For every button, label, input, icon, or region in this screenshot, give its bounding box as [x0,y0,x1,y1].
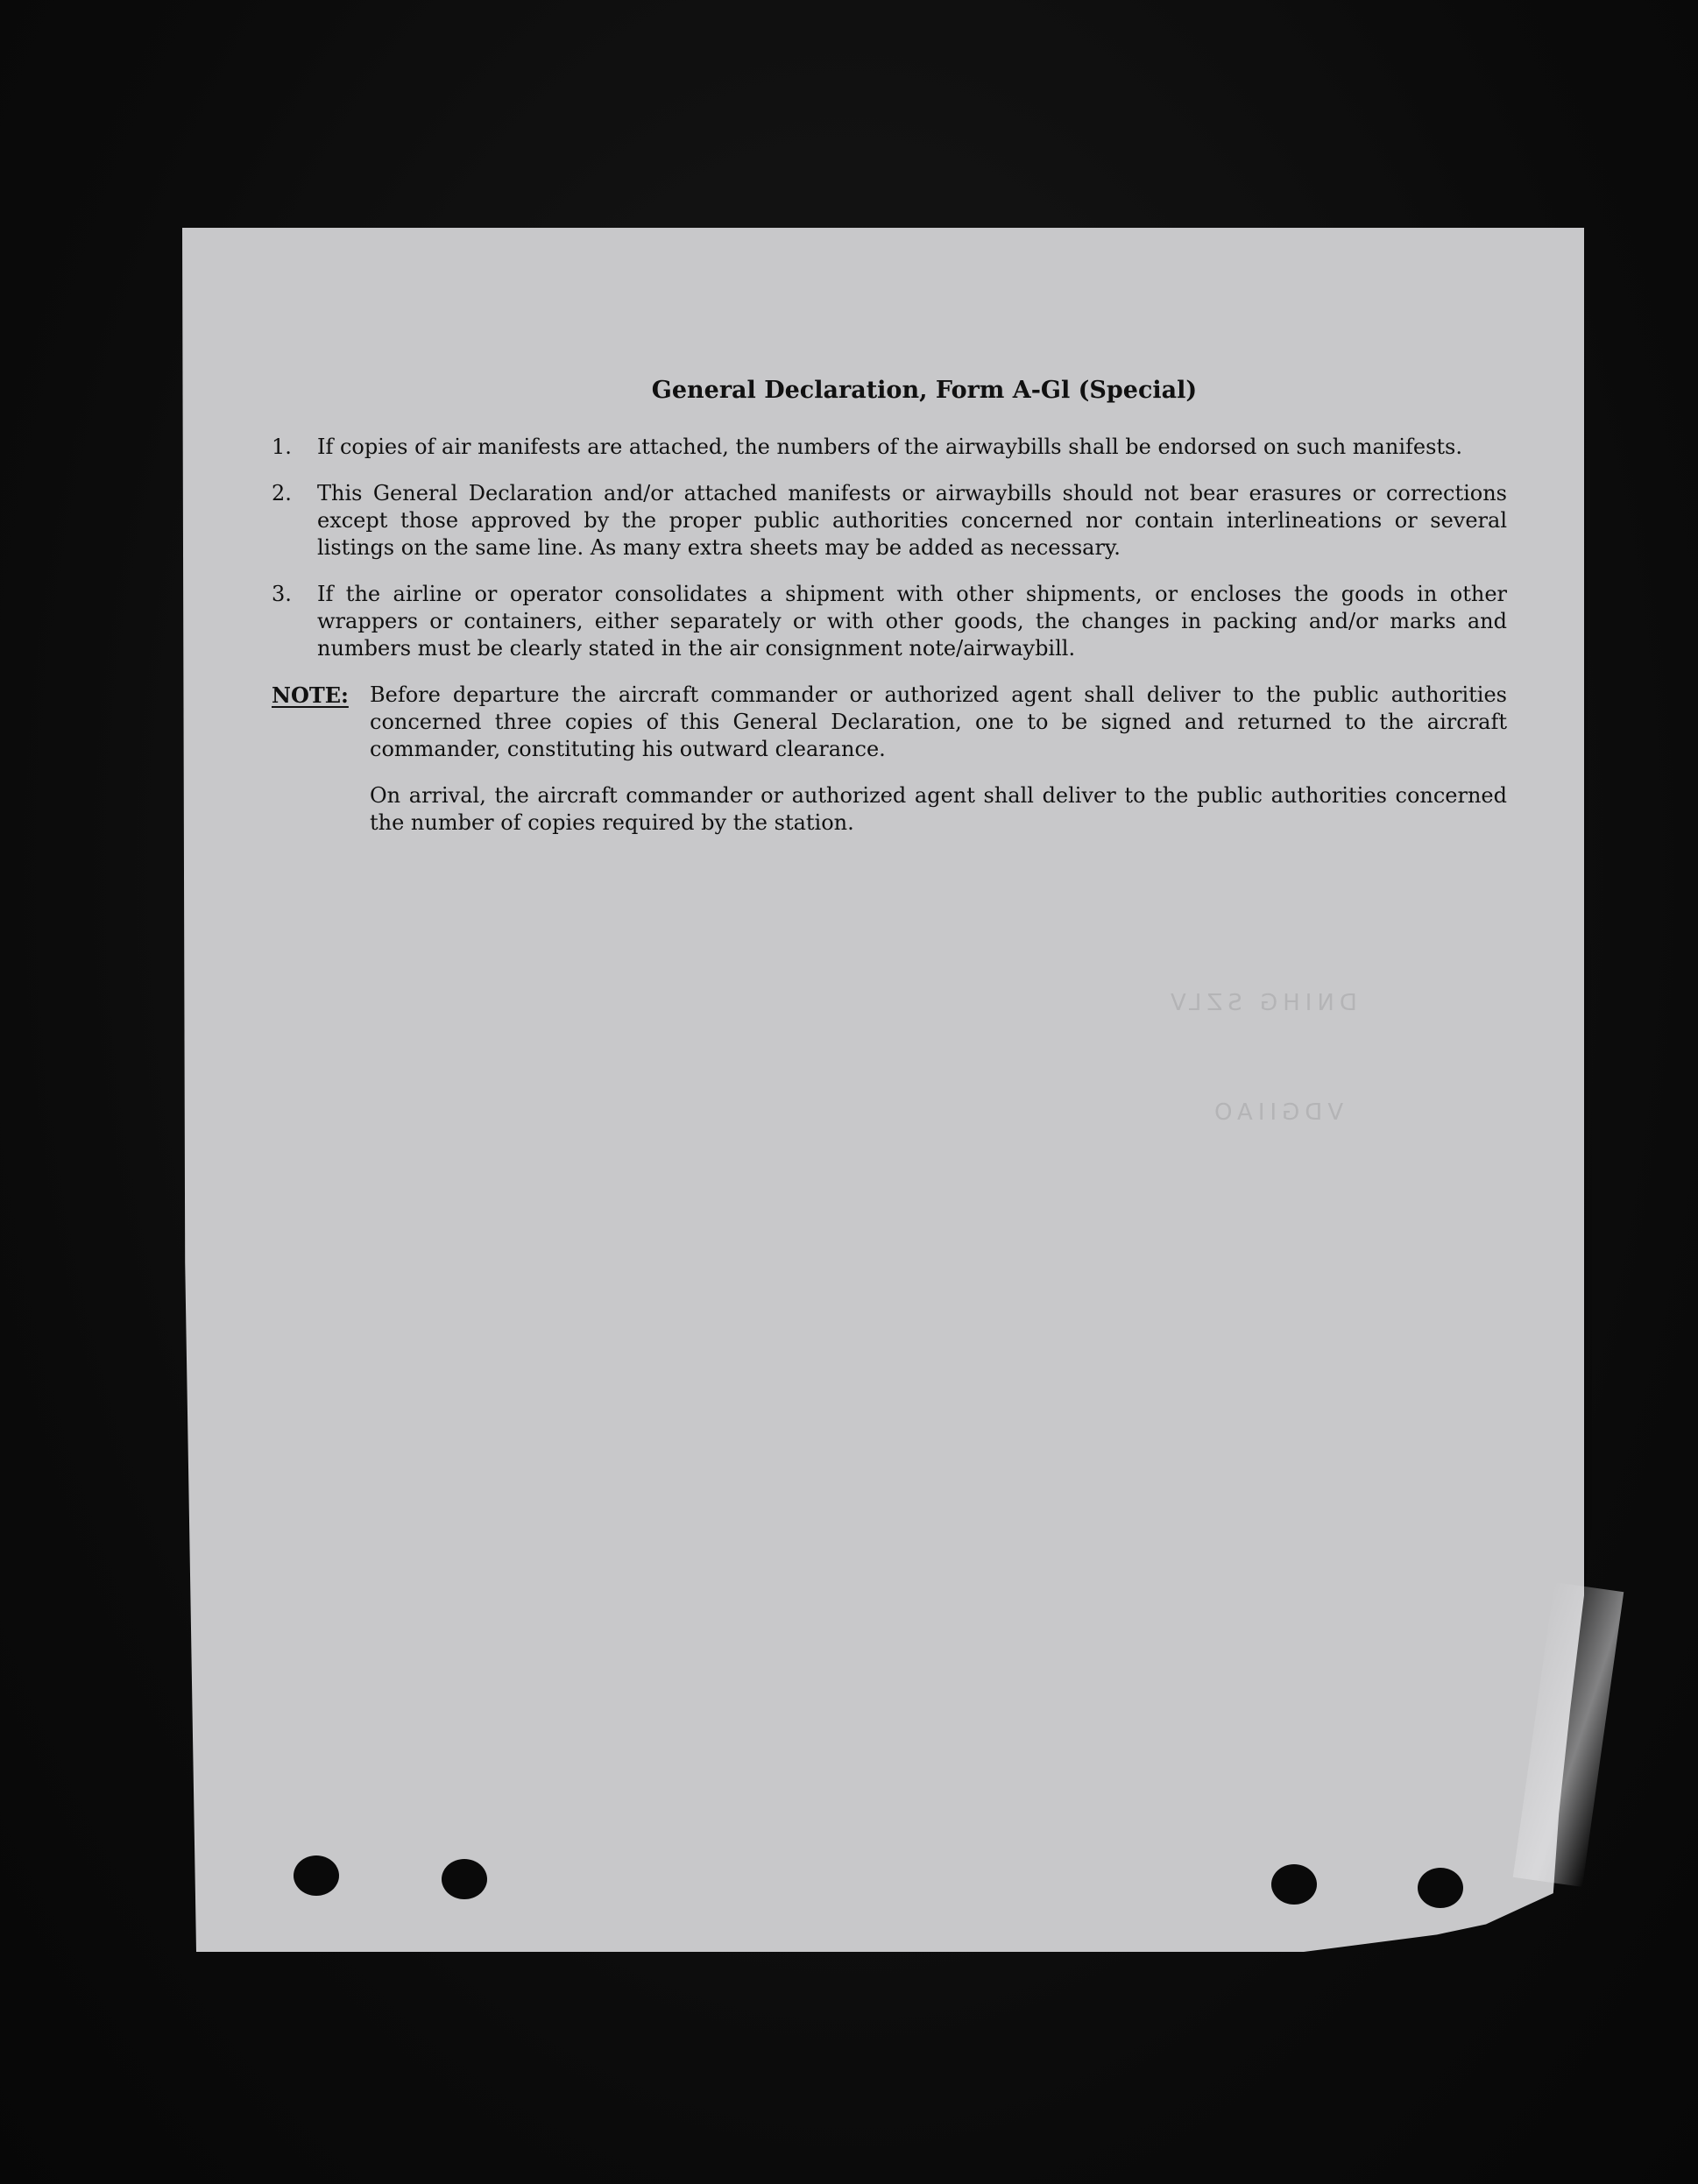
note-body [370,682,1507,856]
bleed-through-text: DNIHG SZLV [1165,990,1357,1016]
list-item [272,480,1507,562]
note-paragraph: On arrival, the aircraft commander or authorized agent shall deliver to the public authorities concerned the number of copies required by the station. [370,783,1507,835]
item-text: If copies of air manifests are attached, the numbers of the airwaybills shall be endorsed on such manifests. [317,435,1462,459]
item-text: If the airline or operator consolidates a shipment with other shipments, or encloses the goods in other wrappers or containers, either separately or with other goods, the changes in packing and/or marks and numbers must be clearly stated in the air consignment note/airwaybill. [317,582,1507,661]
item-number: 2. [272,481,292,505]
list-item [272,434,1507,461]
punch-hole [294,1855,339,1896]
punch-hole [1271,1864,1317,1905]
note-section [272,682,1507,856]
list-item [272,581,1507,662]
item-number: 3. [272,582,292,606]
item-text: This General Declaration and/or attached manifests or airwaybills should not bear erasures or corrections except those approved by the proper public authorities concerned nor contain interlineations or several listings on the same line. As many extra sheets may be added as necessary. [317,481,1507,560]
note-paragraph: Before departure the aircraft commander or authorized agent shall deliver to the public authorities concerned three copies of this General Declaration, one to be signed and returned to the aircraft commander, constituting his outward clearance. [370,682,1507,761]
punch-hole [1418,1868,1463,1908]
punch-hole [442,1859,487,1899]
bleed-through-text: VDGIIAO [1209,1099,1344,1126]
note-label: NOTE: [272,682,349,708]
item-number: 1. [272,435,292,459]
document-title: General Declaration, Form A-Gl (Special) [651,377,1198,404]
document-content [272,377,1507,856]
